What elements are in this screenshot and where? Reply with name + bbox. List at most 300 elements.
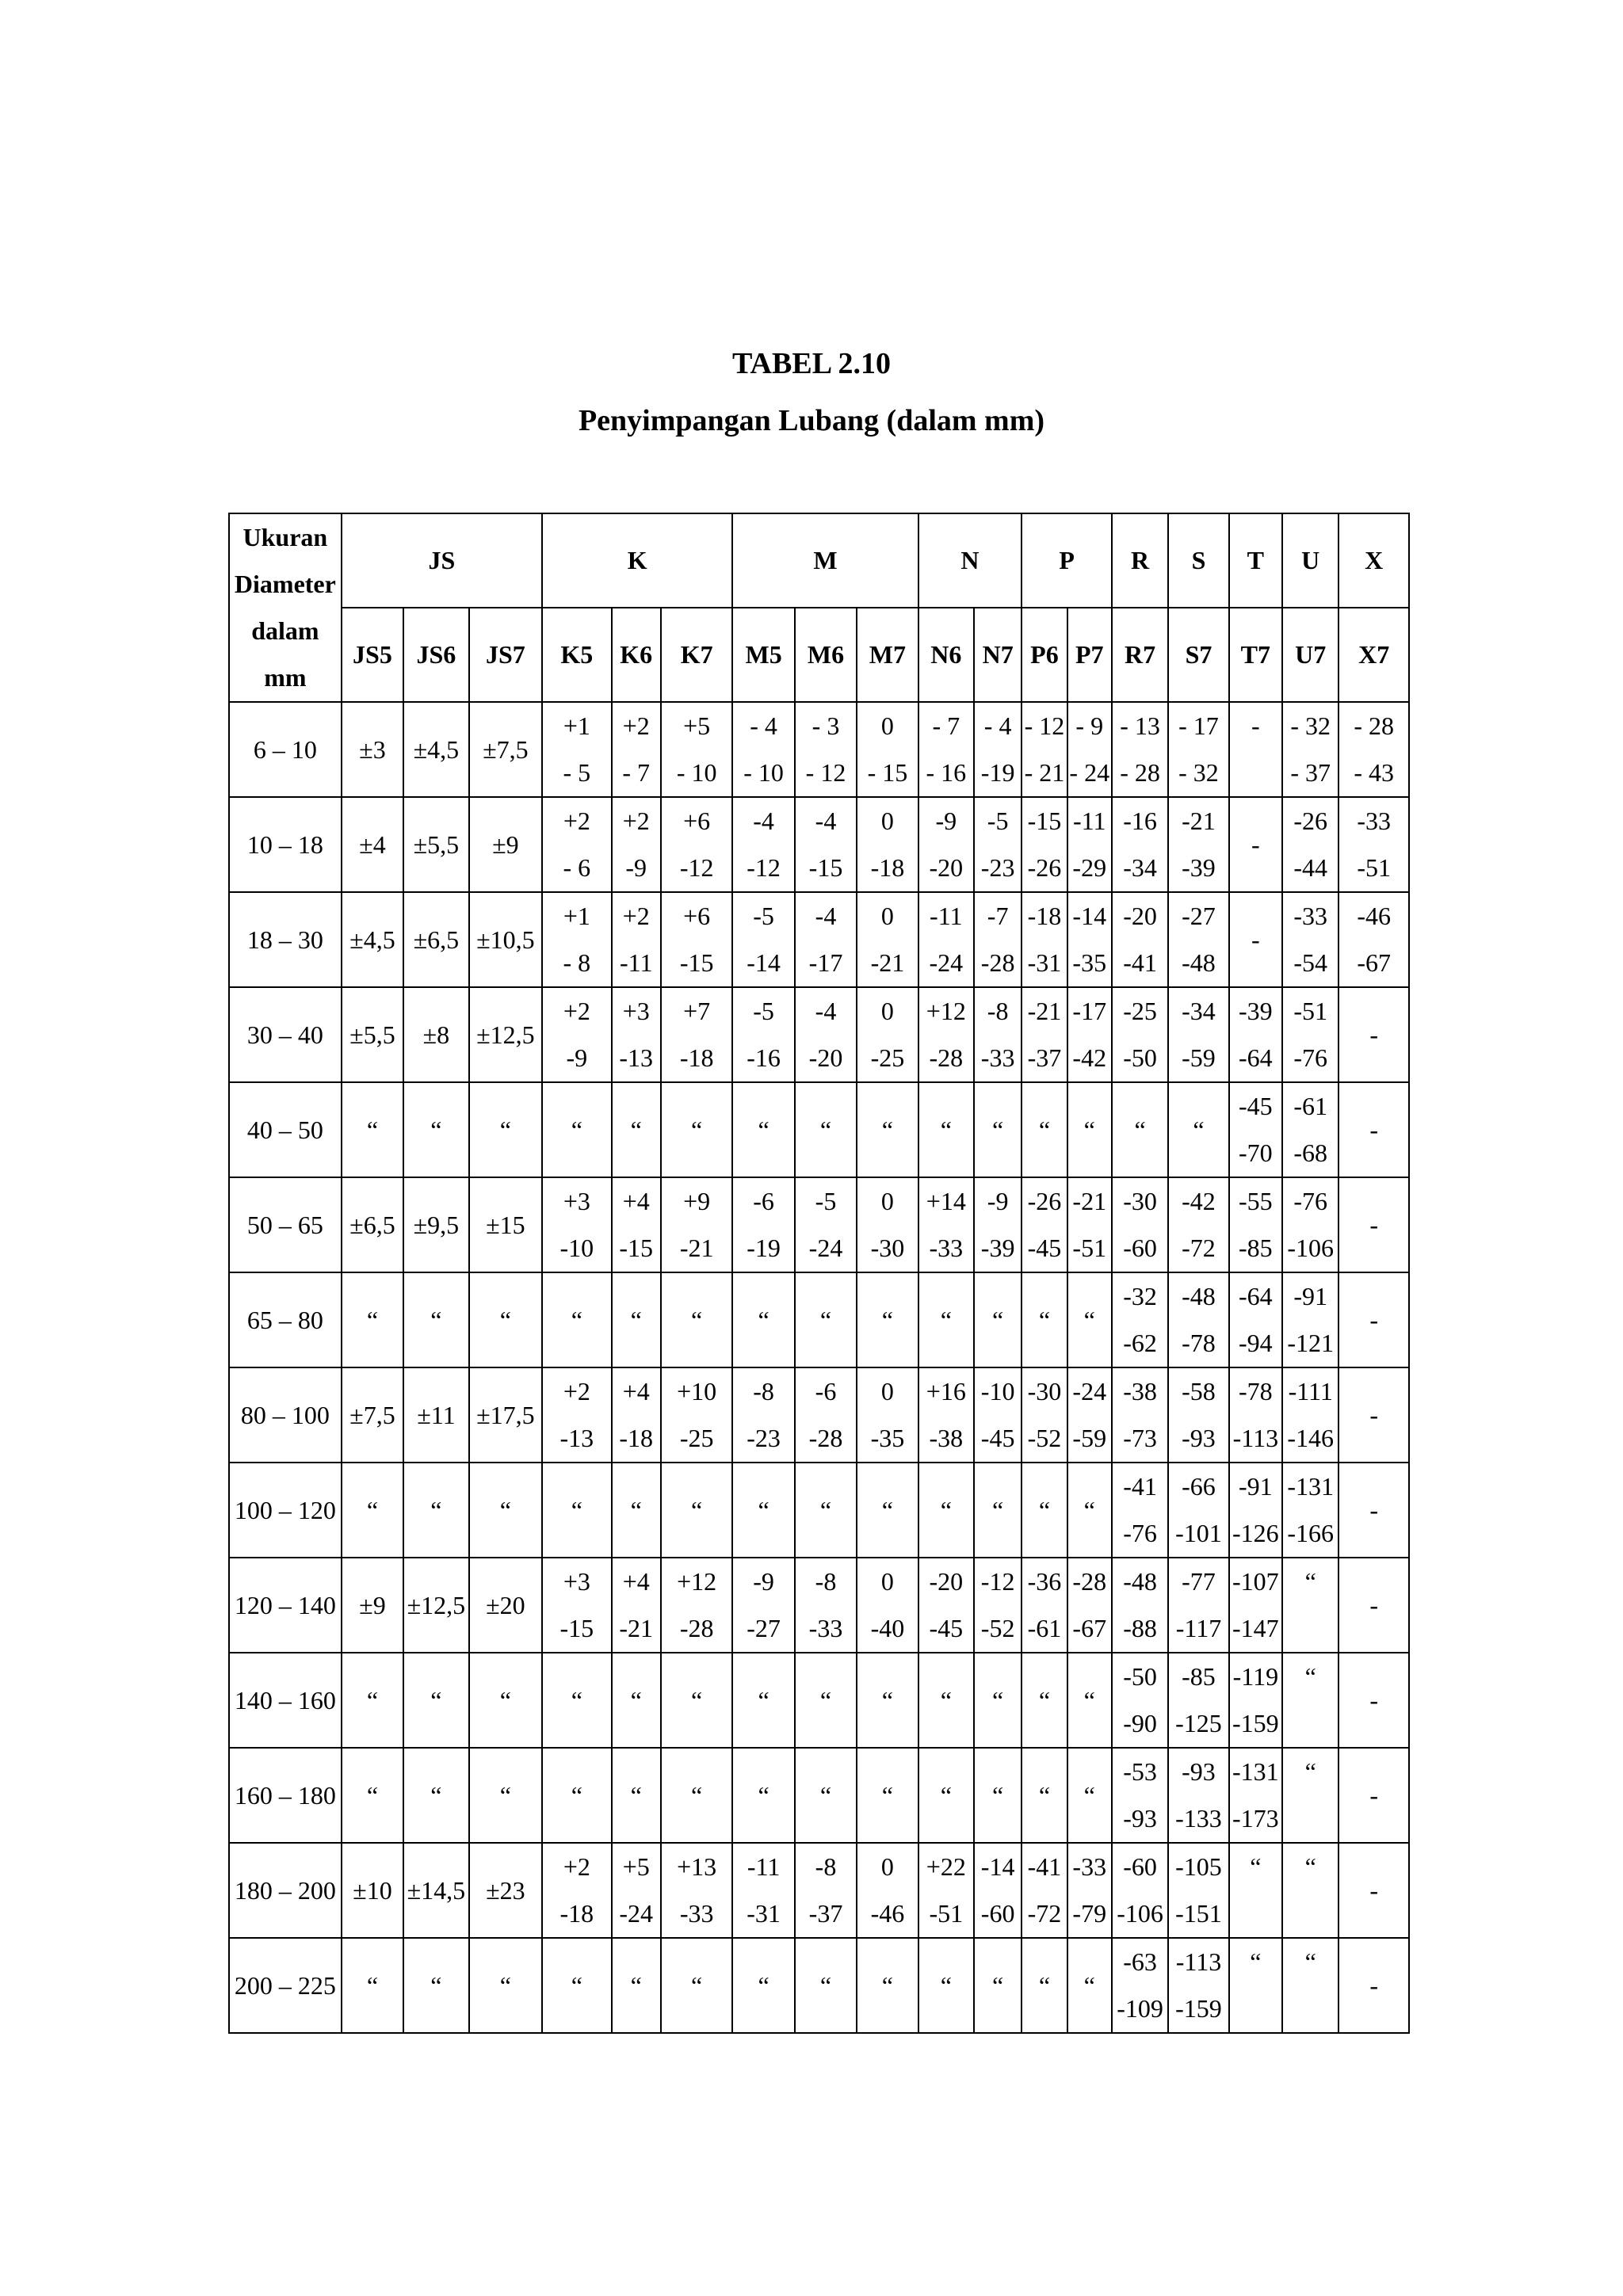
value-line: -20: [1123, 902, 1157, 930]
value-line: -48: [1182, 948, 1216, 977]
value-line: 0: [880, 1187, 894, 1215]
sub-header-n6: N6: [918, 608, 974, 702]
value-line: +16: [926, 1377, 966, 1405]
value-line: -60: [1123, 1852, 1157, 1881]
value-line: -44: [1293, 853, 1328, 882]
value-line: -25: [1123, 997, 1157, 1025]
value-cell: “: [1022, 1748, 1067, 1843]
value-cell: “: [918, 1748, 974, 1843]
value-line: +22: [926, 1852, 966, 1881]
value-line: -18: [1027, 902, 1062, 930]
value-line: -15: [559, 1614, 594, 1642]
value-line: -131: [1287, 1472, 1335, 1501]
value-cell: [1168, 987, 1228, 1082]
value-line: -45: [980, 1424, 1015, 1452]
value-line: -8: [753, 1377, 774, 1405]
value-line: -30: [870, 1234, 905, 1262]
value-line: -101: [1175, 1519, 1222, 1547]
value-line: +10: [677, 1377, 717, 1405]
js7-cell: ±23: [469, 1843, 543, 1938]
value-line: -146: [1287, 1424, 1335, 1452]
value-line: -51: [1072, 1234, 1107, 1262]
value-cell: -: [1338, 1367, 1409, 1463]
size-cell: 65 – 80: [229, 1272, 342, 1367]
sub-header-m5: M5: [732, 608, 794, 702]
value-line: -10: [980, 1377, 1015, 1405]
size-cell: 100 – 120: [229, 1463, 342, 1558]
value-cell: [1282, 797, 1338, 892]
table-row: [229, 1367, 1409, 1463]
value-cell: [974, 987, 1022, 1082]
value-cell: [732, 987, 794, 1082]
value-cell: [1112, 1843, 1168, 1938]
value-line: -9: [987, 1187, 1009, 1215]
size-header-line: Ukuran: [242, 523, 328, 551]
js6-cell: ±14,5: [403, 1843, 468, 1938]
value-line: -119: [1232, 1662, 1279, 1691]
value-cell: “: [918, 1653, 974, 1748]
value-line: -39: [1182, 853, 1216, 882]
value-cell: [1282, 1367, 1338, 1463]
value-line: -62: [1123, 1329, 1157, 1357]
js5-cell: ±4: [342, 797, 403, 892]
value-line: -48: [1123, 1567, 1157, 1596]
value-cell: [661, 1367, 733, 1463]
value-cell: “: [795, 1463, 857, 1558]
value-cell: [1229, 1748, 1282, 1843]
value-line: -59: [1072, 1424, 1107, 1452]
value-line: - 32: [1290, 711, 1331, 740]
value-line: -70: [1239, 1138, 1273, 1167]
value-line: - 24: [1069, 758, 1110, 787]
js5-cell: “: [342, 1748, 403, 1843]
table-row: [229, 702, 1409, 797]
value-cell: [1229, 987, 1282, 1082]
value-cell: [1168, 1938, 1228, 2033]
value-line: -13: [619, 1043, 654, 1072]
value-cell: [795, 1367, 857, 1463]
value-line: +7: [683, 997, 711, 1025]
size-header-line: Diameter: [234, 570, 336, 598]
sub-header-js7: JS7: [469, 608, 543, 702]
value-line: +1: [563, 711, 590, 740]
value-cell: [1067, 797, 1112, 892]
value-line: -20: [929, 853, 964, 882]
value-cell: -: [1338, 1558, 1409, 1653]
group-header-s: S: [1168, 513, 1228, 608]
value-line: -17: [808, 948, 843, 977]
size-cell: 200 – 225: [229, 1938, 342, 2033]
value-line: -9: [935, 807, 957, 835]
value-line: -37: [1027, 1043, 1062, 1072]
value-cell: “: [661, 1082, 733, 1177]
value-cell: “: [857, 1272, 918, 1367]
value-cell: [974, 797, 1022, 892]
value-cell: [612, 1367, 661, 1463]
value-line: -61: [1293, 1092, 1328, 1120]
value-cell: “: [542, 1082, 611, 1177]
value-line: -73: [1123, 1424, 1157, 1452]
value-cell: “: [974, 1938, 1022, 2033]
value-line: -34: [1123, 853, 1157, 882]
value-line: -11: [619, 948, 653, 977]
table-row: [229, 1463, 1409, 1558]
value-cell: [542, 892, 611, 987]
value-line: -111: [1288, 1377, 1333, 1405]
value-line: - 15: [867, 758, 908, 787]
value-line: -126: [1232, 1519, 1279, 1547]
value-cell: [1112, 1177, 1168, 1272]
value-cell: [974, 1367, 1022, 1463]
value-line: - 16: [926, 758, 967, 787]
group-header-x: X: [1338, 513, 1409, 608]
value-cell: “: [857, 1082, 918, 1177]
table-row: [229, 1843, 1409, 1938]
js7-cell: “: [469, 1082, 543, 1177]
value-line: -76: [1293, 1187, 1328, 1215]
value-line: +12: [677, 1567, 717, 1596]
value-line: -4: [815, 902, 837, 930]
js6-cell: “: [403, 1463, 468, 1558]
value-line: +2: [622, 902, 650, 930]
value-line: -16: [1123, 807, 1157, 835]
value-line: -58: [1182, 1377, 1216, 1405]
value-cell: -: [1338, 1843, 1409, 1938]
value-line: -15: [808, 853, 843, 882]
js5-cell: ±6,5: [342, 1177, 403, 1272]
value-cell: [1067, 987, 1112, 1082]
value-line: +5: [683, 711, 711, 740]
value-line: -7: [987, 902, 1009, 930]
value-line: -51: [1357, 853, 1392, 882]
js7-cell: ±20: [469, 1558, 543, 1653]
sub-header-m7: M7: [857, 608, 918, 702]
js6-cell: ±6,5: [403, 892, 468, 987]
js7-cell: “: [469, 1272, 543, 1367]
value-line: -5: [753, 902, 774, 930]
value-line: +2: [563, 807, 590, 835]
value-line: - 4: [750, 711, 777, 740]
value-cell: [1168, 1272, 1228, 1367]
value-cell: [918, 702, 974, 797]
group-header-r: R: [1112, 513, 1168, 608]
value-cell: [918, 1177, 974, 1272]
value-cell: “: [1022, 1082, 1067, 1177]
value-cell: [1338, 892, 1409, 987]
value-line: -39: [980, 1234, 1015, 1262]
value-cell: [1112, 1748, 1168, 1843]
value-line: +6: [683, 807, 711, 835]
value-line: -159: [1175, 1994, 1222, 2023]
value-line: +13: [677, 1852, 717, 1881]
size-cell: 50 – 65: [229, 1177, 342, 1272]
value-line: -33: [679, 1899, 714, 1928]
value-cell: “: [732, 1653, 794, 1748]
value-cell: [1022, 987, 1067, 1082]
value-cell: “: [732, 1272, 794, 1367]
value-line: -33: [1293, 902, 1328, 930]
value-cell: [974, 1558, 1022, 1653]
value-cell: [1282, 1843, 1338, 1938]
value-line: -85: [1182, 1662, 1216, 1691]
value-cell: [1282, 1938, 1338, 2033]
value-cell: [1112, 1938, 1168, 2033]
js5-cell: “: [342, 1653, 403, 1748]
value-cell: [857, 987, 918, 1082]
value-line: -50: [1123, 1662, 1157, 1691]
value-line: -33: [980, 1043, 1015, 1072]
value-line: -18: [619, 1424, 654, 1452]
value-line: -26: [1293, 807, 1328, 835]
sub-header-js6: JS6: [403, 608, 468, 702]
size-cell: 120 – 140: [229, 1558, 342, 1653]
value-cell: [1282, 1463, 1338, 1558]
value-line: -24: [929, 948, 964, 977]
value-cell: [857, 1558, 918, 1653]
group-header-t: T: [1229, 513, 1282, 608]
js5-cell: ±7,5: [342, 1367, 403, 1463]
value-cell: [612, 1843, 661, 1938]
value-cell: [1112, 1463, 1168, 1558]
value-cell: -: [1338, 1272, 1409, 1367]
value-cell: [857, 1843, 918, 1938]
value-cell: [795, 1843, 857, 1938]
value-cell: [1229, 1272, 1282, 1367]
value-line: -45: [1027, 1234, 1062, 1262]
value-line: -79: [1072, 1899, 1107, 1928]
value-cell: [1229, 1082, 1282, 1177]
value-line: -147: [1232, 1614, 1279, 1642]
value-cell: [795, 987, 857, 1082]
value-line: -33: [1357, 807, 1392, 835]
value-cell: [918, 1843, 974, 1938]
value-line: -4: [815, 997, 837, 1025]
value-line: -91: [1293, 1282, 1328, 1310]
js7-cell: ±15: [469, 1177, 543, 1272]
value-line: -88: [1123, 1614, 1157, 1642]
value-line: [1283, 1700, 1338, 1747]
size-cell: 30 – 40: [229, 987, 342, 1082]
value-cell: “: [795, 1082, 857, 1177]
value-cell: [857, 1177, 918, 1272]
value-cell: [542, 797, 611, 892]
value-line: -11: [1073, 807, 1106, 835]
js7-cell: ±10,5: [469, 892, 543, 987]
value-line: -26: [1027, 853, 1062, 882]
js6-cell: “: [403, 1653, 468, 1748]
value-cell: [661, 1843, 733, 1938]
value-line: -78: [1182, 1329, 1216, 1357]
value-cell: “: [1022, 1938, 1067, 2033]
table-row: [229, 1748, 1409, 1843]
value-cell: [612, 1177, 661, 1272]
value-line: -20: [929, 1567, 964, 1596]
js7-cell: ±12,5: [469, 987, 543, 1082]
value-cell: -: [1338, 987, 1409, 1082]
value-line: -166: [1287, 1519, 1335, 1547]
value-cell: “: [661, 1653, 733, 1748]
value-line: 0: [880, 1852, 894, 1881]
value-line: +9: [683, 1187, 711, 1215]
value-cell: [1022, 1558, 1067, 1653]
value-line: -28: [980, 948, 1015, 977]
value-cell: [1168, 1843, 1228, 1938]
value-cell: -: [1338, 1938, 1409, 2033]
value-cell: [661, 1558, 733, 1653]
size-cell: 40 – 50: [229, 1082, 342, 1177]
value-cell: [1112, 1558, 1168, 1653]
table-row: [229, 892, 1409, 987]
value-line: - 10: [743, 758, 784, 787]
value-cell: [1168, 702, 1228, 797]
value-line: +3: [563, 1187, 590, 1215]
value-line: -60: [1123, 1234, 1157, 1262]
value-line: -59: [1182, 1043, 1216, 1072]
value-cell: [1282, 987, 1338, 1082]
value-cell: “: [661, 1748, 733, 1843]
value-line: [1283, 1605, 1338, 1652]
value-cell: “: [1168, 1082, 1228, 1177]
value-line: - 32: [1178, 758, 1219, 787]
value-line: -45: [929, 1614, 964, 1642]
size-cell: 6 – 10: [229, 702, 342, 797]
value-cell: “: [795, 1272, 857, 1367]
value-line: - 21: [1024, 758, 1065, 787]
value-cell: [1282, 1272, 1338, 1367]
value-cell: [1022, 892, 1067, 987]
value-line: -27: [1182, 902, 1216, 930]
value-cell: [732, 1558, 794, 1653]
value-cell: “: [661, 1463, 733, 1558]
sub-header-p7: P7: [1067, 608, 1112, 702]
value-line: - 7: [622, 758, 651, 787]
js6-cell: ±4,5: [403, 702, 468, 797]
sub-header-n7: N7: [974, 608, 1022, 702]
value-cell: “: [732, 1938, 794, 2033]
js5-cell: ±10: [342, 1843, 403, 1938]
value-line: -151: [1175, 1899, 1222, 1928]
value-cell: [1112, 797, 1168, 892]
value-line: -38: [1123, 1377, 1157, 1405]
value-line: -15: [679, 948, 714, 977]
value-line: -121: [1287, 1329, 1335, 1357]
value-cell: -: [1338, 1748, 1409, 1843]
value-cell: [1282, 1082, 1338, 1177]
value-cell: [795, 1177, 857, 1272]
value-cell: “: [542, 1748, 611, 1843]
value-line: +2: [563, 1377, 590, 1405]
value-line: -51: [929, 1899, 964, 1928]
table-row: [229, 1272, 1409, 1367]
value-line: -13: [559, 1424, 594, 1452]
value-line: -41: [1027, 1852, 1062, 1881]
value-line: -18: [559, 1899, 594, 1928]
value-cell: “: [1067, 1653, 1112, 1748]
value-line: -38: [929, 1424, 964, 1452]
value-cell: [542, 1177, 611, 1272]
value-line: 0: [880, 1567, 894, 1596]
value-line: -72: [1182, 1234, 1216, 1262]
value-line: -6: [753, 1187, 774, 1215]
value-line: 0: [880, 902, 894, 930]
value-line: “: [1304, 1947, 1316, 1976]
value-cell: [1067, 892, 1112, 987]
value-line: - 28: [1120, 758, 1160, 787]
value-cell: “: [1022, 1272, 1067, 1367]
value-line: +5: [622, 1852, 650, 1881]
value-cell: [1229, 1653, 1282, 1748]
group-header-u: U: [1282, 513, 1338, 608]
value-line: -37: [808, 1899, 843, 1928]
value-line: -54: [1293, 948, 1328, 977]
value-line: -106: [1117, 1899, 1163, 1928]
size-header: [229, 513, 342, 702]
value-line: -35: [870, 1424, 905, 1452]
js7-cell: ±9: [469, 797, 543, 892]
value-cell: [1112, 1272, 1168, 1367]
value-line: -131: [1232, 1757, 1279, 1786]
size-cell: 10 – 18: [229, 797, 342, 892]
value-line: -28: [929, 1043, 964, 1072]
value-cell: [795, 892, 857, 987]
value-line: -39: [1239, 997, 1273, 1025]
value-line: -29: [1072, 853, 1107, 882]
value-line: -6: [815, 1377, 837, 1405]
size-cell: 160 – 180: [229, 1748, 342, 1843]
value-cell: “: [661, 1272, 733, 1367]
js5-cell: “: [342, 1082, 403, 1177]
value-cell: [974, 702, 1022, 797]
value-line: -9: [566, 1043, 588, 1072]
value-line: -51: [1293, 997, 1328, 1025]
value-cell: “: [661, 1938, 733, 2033]
value-cell: [542, 1558, 611, 1653]
value-cell: [1229, 1367, 1282, 1463]
value-cell: [732, 1367, 794, 1463]
value-cell: -: [1338, 1082, 1409, 1177]
value-line: -36: [1027, 1567, 1062, 1596]
value-line: -20: [808, 1043, 843, 1072]
value-line: -48: [1182, 1282, 1216, 1310]
value-line: -40: [870, 1614, 905, 1642]
js7-cell: ±17,5: [469, 1367, 543, 1463]
value-line: -23: [980, 853, 1015, 882]
value-line: - 43: [1354, 758, 1395, 787]
value-line: -33: [929, 1234, 964, 1262]
value-line: +6: [683, 902, 711, 930]
value-line: +4: [622, 1187, 650, 1215]
value-line: -67: [1072, 1614, 1107, 1642]
table-row: [229, 1177, 1409, 1272]
value-cell: [857, 1367, 918, 1463]
value-line: - 9: [1075, 711, 1104, 740]
value-cell: [918, 892, 974, 987]
value-line: -21: [679, 1234, 714, 1262]
deviation-table: [228, 513, 1410, 2034]
value-cell: [1067, 702, 1112, 797]
table-row: [229, 987, 1409, 1082]
value-cell: “: [732, 1748, 794, 1843]
value-line: - 28: [1354, 711, 1395, 740]
value-cell: [857, 702, 918, 797]
value-line: -19: [747, 1234, 781, 1262]
value-cell: [661, 797, 733, 892]
value-line: 0: [880, 807, 894, 835]
value-line: -12: [747, 853, 781, 882]
value-line: -68: [1293, 1138, 1328, 1167]
value-line: -: [1251, 711, 1260, 740]
value-cell: [1168, 1748, 1228, 1843]
